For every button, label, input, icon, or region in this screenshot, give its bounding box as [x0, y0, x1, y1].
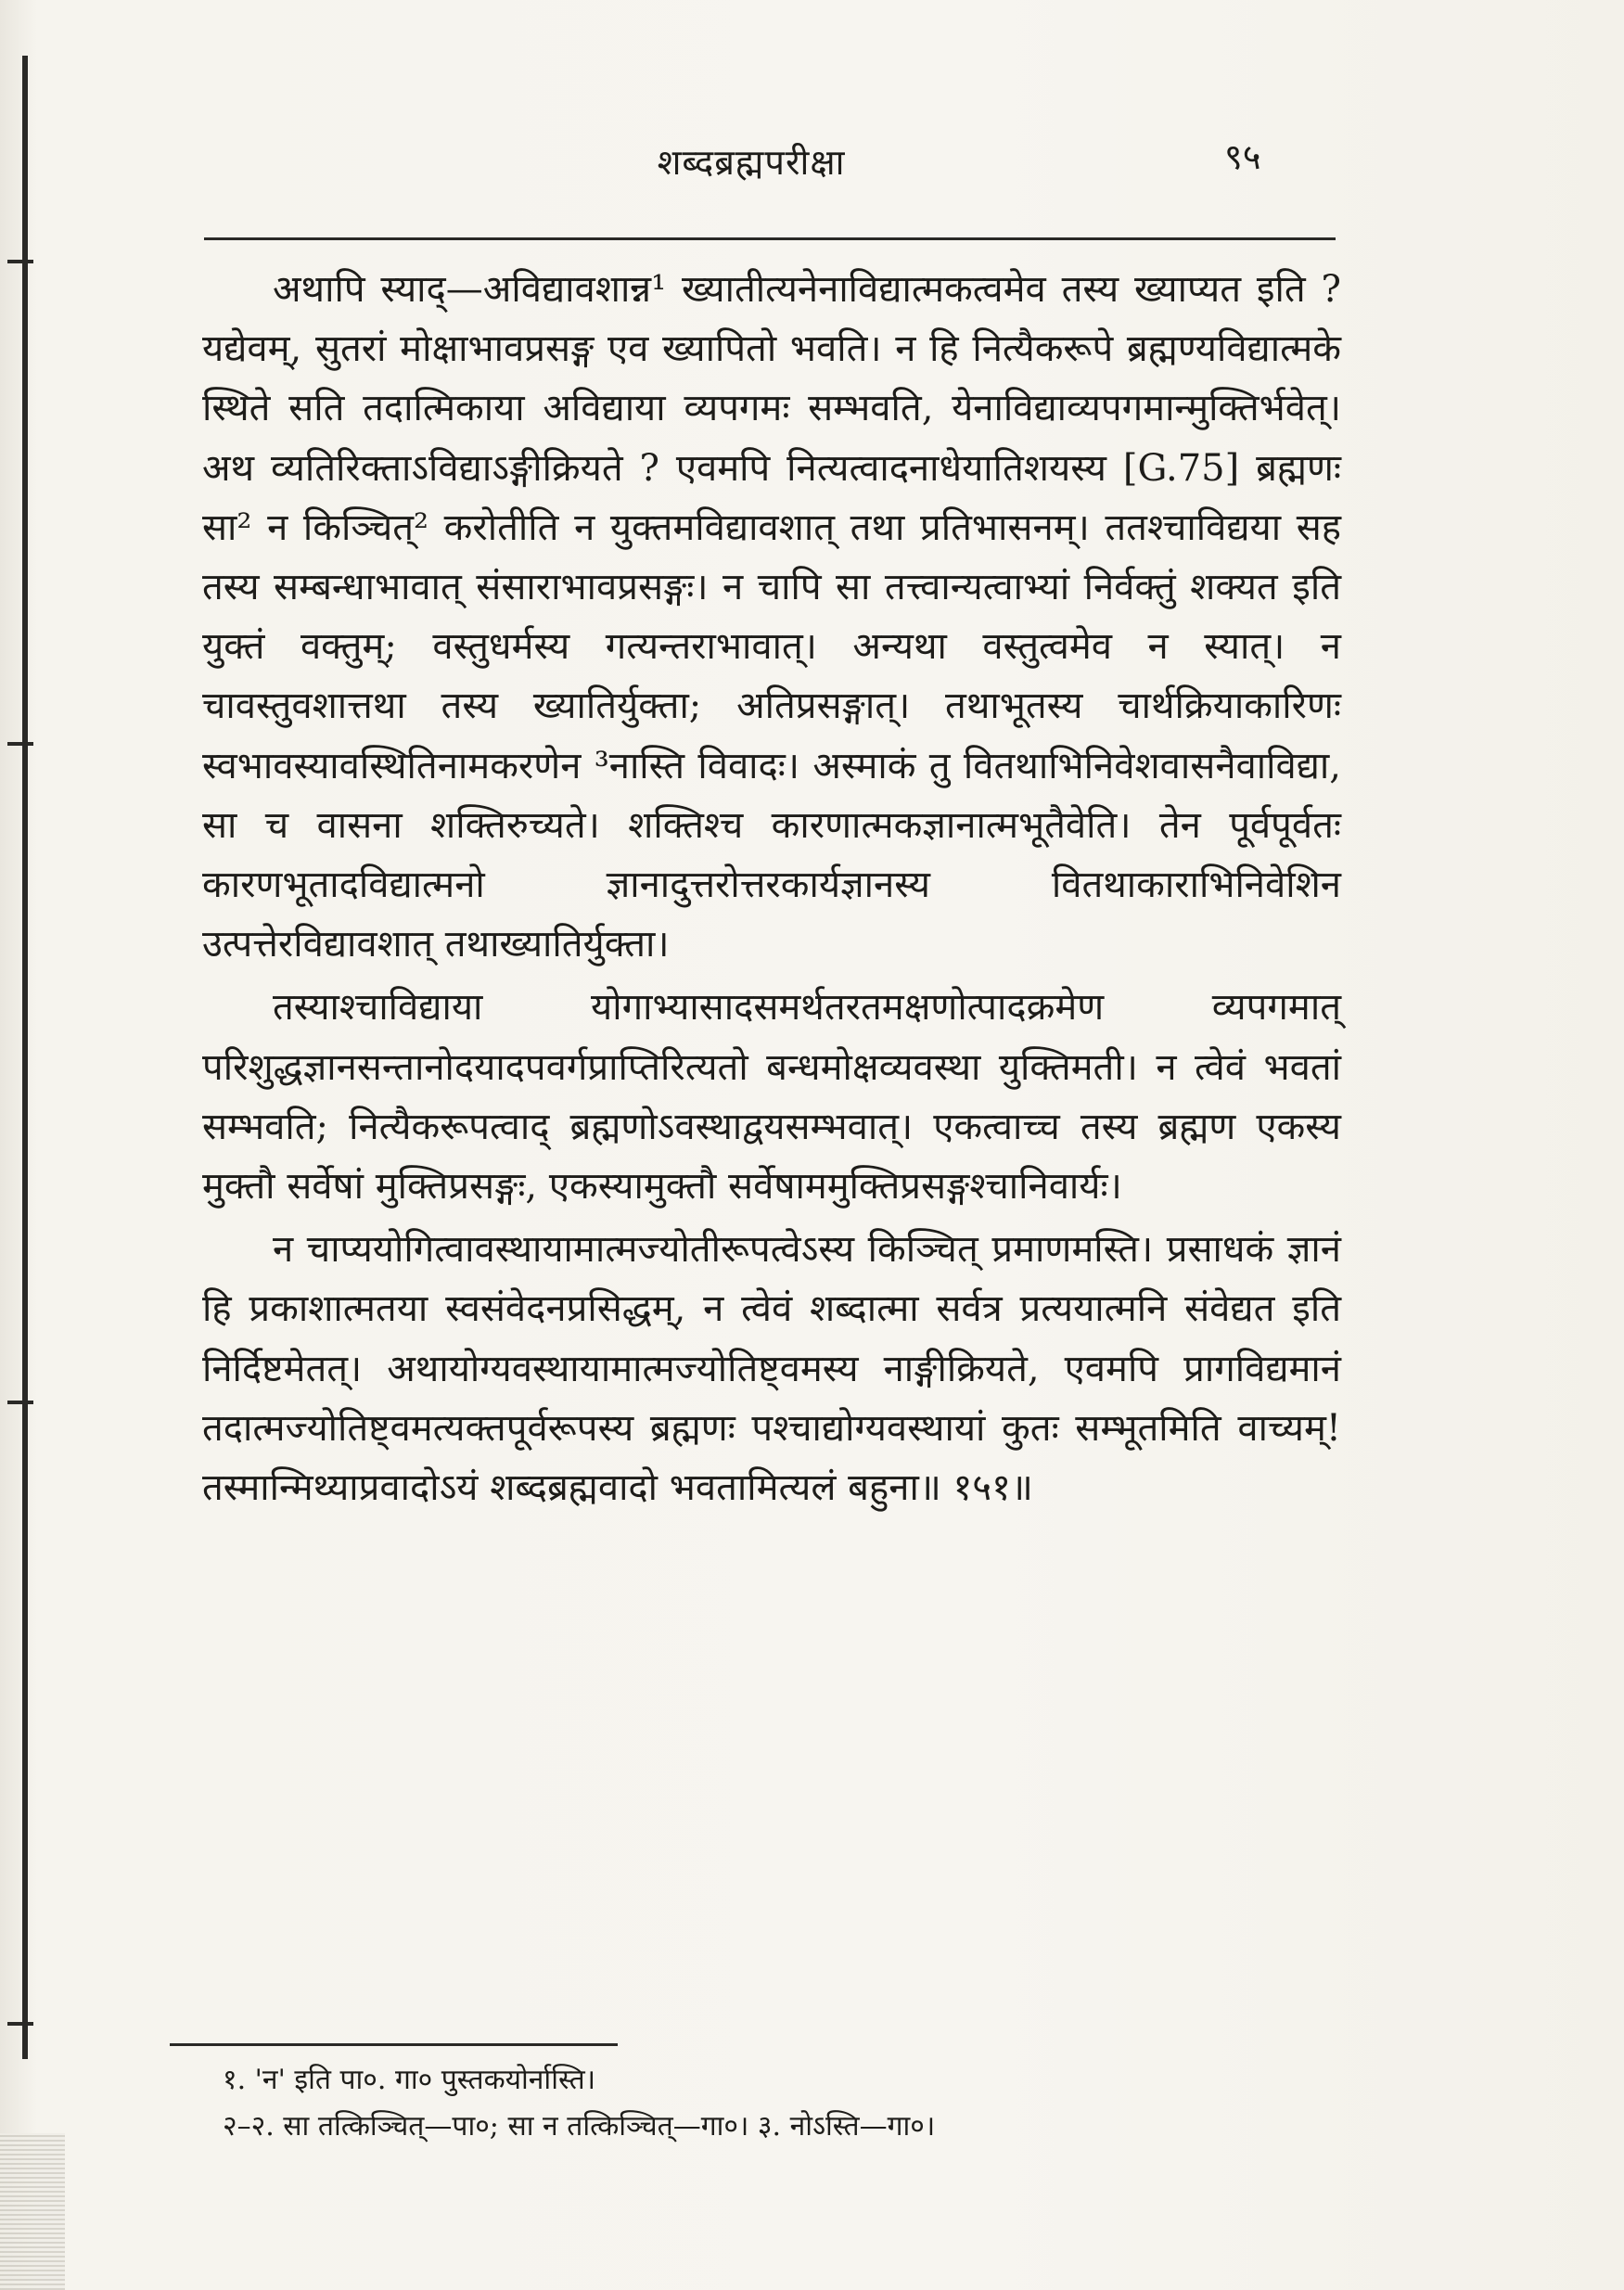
main-text — [202, 260, 1341, 1517]
footnote-2-3: २–२. सा तत्किञ्चित्—पा०; सा न तत्किञ्चित्—गा०। ३. नोऽस्ति—गा०। — [223, 2110, 936, 2143]
footnote-rule — [170, 2043, 618, 2046]
running-title: शब्दब्रह्मपरीक्षा — [657, 142, 846, 183]
binding-tick-mark — [7, 260, 33, 263]
page-number: ९५ — [1224, 136, 1261, 177]
paragraph-3: न चाप्ययोगित्वावस्थायामात्मज्योतीरूपत्वेऽस्य किञ्चित् प्रमाणमस्ति। प्रसाधकं ज्ञानं हि प्रकाशात्मतया स्वसंवेदनप्रसिद्धम्, न त्वेवं शब्दात्मा सर्वत्र प्रत्ययात्मनि संवेद्यत इति निर्दिष्टमेतत्। अथायोग्यवस्थायामात्मज्योतिष्ट्वमस्य नाङ्गीक्रियते, एवमपि प्रागविद्यमानं तदात्मज्योतिष्ट्वमत्यक्तपूर्वरूपस्य ब्रह्मणः पश्चाद्योग्यवस्थायां कुतः सम्भूतमिति वाच्यम्! तस्मान्मिथ्याप्रवादोऽयं शब्दब्रह्मवादो भवतामित्यलं बहुना॥ १५१॥ — [202, 1228, 1341, 1510]
footnote-1: १. 'न' इति पा०. गा० पुस्तकयोर्नास्ति। — [223, 2064, 596, 2096]
binding-tick-mark — [7, 1401, 33, 1404]
header-rule — [204, 237, 1336, 240]
binding-tick-mark — [7, 742, 33, 746]
paragraph-2: तस्याश्चाविद्याया योगाभ्यासादसमर्थतरतमक्षणोत्पादक्रमेण व्यपगमात् परिशुद्धज्ञानसन्तानोदयादपवर्गप्राप्तिरित्यतो बन्धमोक्षव्यवस्था युक्तिमती। न त्वेवं भवतां सम्भवति; नित्यैकरूपत्वाद् ब्रह्मणोऽवस्थाद्वयसम्भवात्। एकत्वाच्च तस्य ब्रह्मण एकस्य मुक्तौ सर्वेषां मुक्तिप्रसङ्गः, एकस्यामुक्तौ सर्वेषाममुक्तिप्रसङ्गश्चानिवार्यः। — [202, 986, 1341, 1209]
scan-shadow-edge — [0, 2133, 65, 2290]
paragraph-1: अथापि स्याद्—अविद्यावशान्न¹ ख्यातीत्यनेनाविद्यात्मकत्वमेव तस्य ख्याप्यत इति ? यद्येवम्, सुतरां मोक्षाभावप्रसङ्ग एव ख्यापितो भवति। न हि नित्यैकरूपे ब्रह्मण्यविद्यात्मके स्थिते सति तदात्मिकाया अविद्याया व्यपगमः सम्भवति, येनाविद्याव्यपगमान्मुक्तिर्भवेत्। अथ व्यतिरिक्ताऽविद्याऽङ्गीक्रियते ? एवमपि नित्यत्वादनाधेयातिशयस्य [G.75] ब्रह्मणः सा² न किञ्चित्² करोतीति न युक्तमविद्यावशात् तथा प्रतिभासनम्। ततश्चाविद्यया सह तस्य सम्बन्धाभावात् संसाराभावप्रसङ्गः। न चापि सा तत्त्वान्यत्वाभ्यां निर्वक्तुं शक्यत इति युक्तं वक्तुम्; वस्तुधर्मस्य गत्यन्तराभावात्। अन्यथा वस्तुत्वमेव न स्यात्। न चावस्तुवशात्तथा तस्य ख्यातिर्युक्ता; अतिप्रसङ्गात्। तथाभूतस्य चार्थक्रियाकारिणः स्वभावस्यावस्थितिनामकरणेन ³नास्ति विवादः। अस्माकं तु वितथाभिनिवेशवासनैवाविद्या, सा च वासना शक्तिरुच्यते। शक्तिश्च कारणात्मकज्ञानात्मभूतैवेति। तेन पूर्वपूर्वतः कारणभूतादविद्यात्मनो ज्ञानादुत्तरोत्तरकार्यज्ञानस्य वितथाकाराभिनिवेशिन उत्पत्तेरविद्यावशात् तथाख्यातिर्युक्ता। — [202, 268, 1341, 966]
binding-tick-mark — [7, 2022, 33, 2026]
footnotes — [223, 2057, 1373, 2150]
binding-edge-line — [22, 56, 28, 2059]
